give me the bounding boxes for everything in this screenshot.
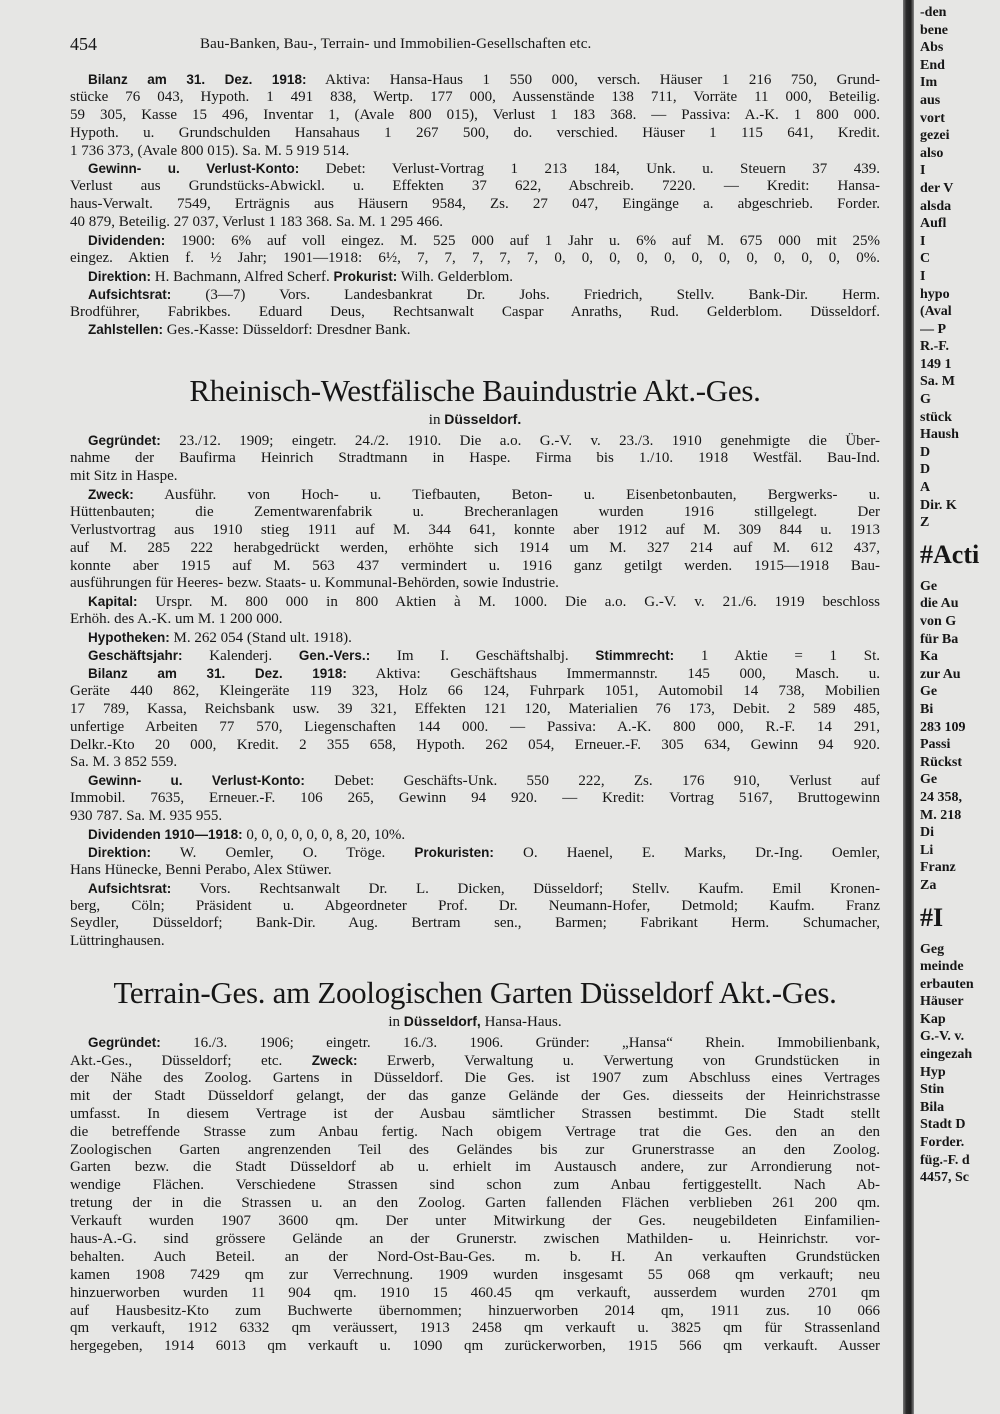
field-text: 59 305, Kasse 15 496, Inventar 1, (Avale 800 015), Verlust 1 183 368. — Passiva: A.-K. 1 800 000. <box>70 106 880 123</box>
field-text: Debet: Geschäfts-Unk. 550 222, Zs. 176 910, Verlust auf <box>334 773 880 790</box>
text-line <box>70 89 880 107</box>
field-label: Bilanz am 31. Dez. 1918: <box>88 665 347 681</box>
facing-page-fragment: bene <box>920 22 948 38</box>
field-text: Vors. Rechtsanwalt Dr. L. Dicken, Düsseldorf; Stellv. Kaufm. Emil Kronen- <box>199 880 880 897</box>
field-label: Geschäftsjahr: <box>88 648 183 664</box>
field-label: Kapital: <box>88 594 138 610</box>
facing-page-fragment: Ka <box>920 649 938 665</box>
field-text: Aktiva: Geschäftshaus Immermannstr. 145 000, Masch. u. <box>375 665 880 682</box>
field-text: wendige Flächen. Verschiedene Strassen sind schon zum Anbau fertiggestellt. Nach Ab- <box>70 1177 880 1194</box>
field-text: 16./3. 1906; eingetr. 16./3. 1906. Gründer: „Hansa“ Rhein. Immobilienbank, <box>193 1035 880 1052</box>
company-entry <box>70 373 880 951</box>
field-text: der Nähe des Zoolog. Gartens in Düsseldorf. Die Ges. ist 1907 zum Abschluss eines Vertrages <box>70 1069 880 1086</box>
entry-paragraph <box>70 321 880 339</box>
company-entry <box>70 71 880 339</box>
text-line <box>70 143 880 161</box>
field-label: Aufsichtsrat: <box>88 286 172 302</box>
text-line <box>70 286 880 304</box>
field-text: Sa. M. 3 852 559. <box>70 754 178 771</box>
text-line <box>70 701 880 719</box>
text-line <box>70 250 880 268</box>
field-label: Direktion: <box>88 268 152 284</box>
field-text: mit der Stadt Düsseldorf gelangt, der das ganze Gelände der Ges. diesseits der Heinrichstrasse <box>70 1087 880 1104</box>
field-text: Akt.-Ges., Düsseldorf; etc. <box>70 1053 312 1070</box>
field-text: Aktiva: Hansa-Haus 1 550 000, versch. Häuser 1 216 750, Grund- <box>325 72 880 88</box>
field-text: Lüttringhausen. <box>70 933 165 950</box>
field-text: nahme der Baufirma Heinrich Stradtmann in Haspe. Firma bis 1./10. 1918 Westfäl. Bau-Ind. <box>70 450 880 467</box>
location-prefix: in <box>428 412 441 429</box>
text-line <box>70 629 880 647</box>
facing-page-fragment: Im <box>920 75 938 91</box>
text-line <box>70 1320 880 1338</box>
field-text: Geräte 440 862, Kleingeräte 119 323, Holz 66 124, Fuhrpark 1051, Automobil 14 738, Mobilien <box>70 682 880 699</box>
text-line <box>70 1052 880 1070</box>
book-gutter <box>903 0 914 1414</box>
text-line <box>70 826 880 844</box>
facing-page-fragment: von G <box>920 614 957 629</box>
text-line <box>70 898 880 916</box>
page-number: 454 <box>70 34 97 54</box>
field-label: Zweck: <box>88 487 134 503</box>
facing-page-fragment: (Aval <box>920 304 952 320</box>
text-line <box>70 450 880 468</box>
field-text: 930 787. Sa. M. 935 955. <box>70 808 223 825</box>
entry-paragraph <box>70 486 880 593</box>
facing-page-fragment: Za <box>920 877 937 893</box>
facing-page-fragment: End <box>920 57 945 73</box>
facing-page-fragment: C <box>920 251 931 267</box>
text-line <box>70 844 880 862</box>
text-line <box>70 1088 880 1106</box>
field-label: Stimmrecht: <box>595 648 675 664</box>
field-text: Erhöh. des A.-K. um M. 1 200 000. <box>70 611 283 628</box>
text-line <box>70 1285 880 1303</box>
company-entry <box>70 975 880 1356</box>
text-line <box>70 1231 880 1249</box>
text-line <box>70 160 880 178</box>
field-label: Dividenden 1910—1918: <box>88 826 243 842</box>
facing-page-fragment: Passi <box>920 737 951 753</box>
text-line <box>70 125 880 143</box>
facing-page-fragment: Ge <box>920 578 938 594</box>
text-line <box>70 1124 880 1142</box>
entry-paragraph <box>70 160 880 232</box>
facing-page-fragment: Z <box>920 515 930 531</box>
text-line <box>70 304 880 322</box>
text-line <box>70 737 880 755</box>
text-line <box>70 178 880 196</box>
text-line <box>70 1338 880 1356</box>
field-text: eingez. Aktien f. ½ Jahr; 1901—1918: 6½, 7, 7, 7, 7, 7, 0, 0, 0, 0, 0, 0, 0, 0, 0, 0, 0, 0%. <box>70 249 880 266</box>
company-location <box>70 1011 880 1032</box>
field-text: Verkauft wurden 1907 3600 qm. Der unter Mitwirkung der Ges. neugebildeten Einfamilien- <box>70 1213 880 1230</box>
field-text: Hypoth. u. Grundschulden Hansahaus 1 267 500, do. verschied. Häuser 1 115 641, Kredit. <box>70 124 880 141</box>
text-line <box>70 1159 880 1177</box>
text-line <box>70 232 880 250</box>
entry-paragraph <box>70 1034 880 1356</box>
facing-page-fragment: Abs <box>920 40 944 56</box>
facing-page-fragment: I <box>920 233 926 249</box>
field-text: Ges.-Kasse: Düsseldorf: Dresdner Bank. <box>166 322 411 339</box>
field-text: tretung der in die Strassen u. an den Zoolog. Garten fallenden Flächen verblieben 261 200 qm. <box>70 1195 880 1212</box>
facing-page-fragment: Franz <box>920 860 956 876</box>
text-line <box>70 268 880 286</box>
facing-page-fragments <box>920 4 1000 1187</box>
text-line <box>70 71 880 89</box>
facing-page-fragment: Sa. M <box>920 374 955 390</box>
text-line <box>70 196 880 214</box>
facing-page-fragment: R.-F. <box>920 339 950 355</box>
field-text: (3—7) Vors. Landesbankrat Dr. Johs. Friedrich, Stellv. Bank-Dir. Herm. <box>205 286 880 303</box>
field-label: Prokurist: <box>333 268 398 284</box>
text-line <box>70 1213 880 1231</box>
main-column <box>70 71 880 1356</box>
text-line <box>70 754 880 772</box>
field-text: behalten. Auch Beteil. an der Nord-Ost-Bau-Ges. m. b. H. An verkauften Grundstücken <box>70 1248 880 1265</box>
field-text: Im I. Geschäftshalbj. <box>370 648 596 665</box>
field-text: hinzuerworben wurden 11 904 qm. 1910 15 460.45 qm verkauft, ausserdem wurden 2701 qm <box>70 1284 880 1301</box>
field-text: Verlust aus Grundstücks-Abwickl. u. Effekten 37 622, Abschreib. 7220. — Kredit: Hansa- <box>70 178 880 195</box>
facing-page-fragment: 4457, Sc <box>920 1170 969 1186</box>
field-text: stücke 76 043, Hypoth. 1 491 838, Wertp. 177 000, Aussenstände 138 711, Vorräte 11 000, Beteilig. <box>70 88 880 105</box>
field-label: Zweck: <box>311 1053 358 1069</box>
text-line <box>70 432 880 450</box>
text-line <box>70 665 880 683</box>
facing-page-fragment: — P <box>920 321 947 337</box>
facing-page-fragment: D <box>920 462 931 478</box>
text-line <box>70 214 880 232</box>
field-text: 17 789, Kassa, Reichsbank usw. 39 321, Effekten 121 120, Materialien 76 173, Debit. 2 589 485, <box>70 700 880 717</box>
facing-page-fragment: -den <box>920 5 947 20</box>
text-line <box>70 540 880 558</box>
field-text: qm verkauft, 1912 6332 qm veräussert, 1913 2458 qm verkauft u. 3825 qm für Strassenland <box>70 1320 880 1337</box>
entry-paragraph <box>70 665 880 772</box>
entry-paragraph <box>70 844 880 880</box>
text-line <box>70 1303 880 1321</box>
company-title: Rheinisch-Westfälische Bauindustrie Akt.-Ges. <box>189 373 761 409</box>
location-city: Düsseldorf. <box>444 411 522 428</box>
facing-page-heading-fragment: #Acti <box>920 539 980 569</box>
facing-page-fragment: hypo <box>920 286 950 302</box>
facing-page-fragment: stück <box>920 409 952 425</box>
field-label: Bilanz am 31. Dez. 1918: <box>88 72 307 87</box>
field-text: Zoologischen Garten angrenzenden Teil des Geländes bis zur Grunerstrasse an den Zoolog. <box>70 1141 880 1158</box>
field-text: 1 Aktie = 1 St. <box>674 648 880 665</box>
text-line <box>70 1267 880 1285</box>
text-line <box>70 321 880 339</box>
text-line <box>70 880 880 898</box>
text-line <box>70 647 880 665</box>
field-text: 40 879, Beteilig. 27 037, Verlust 1 183 368. Sa. M. 1 295 466. <box>70 214 444 231</box>
facing-page-fragment: zur Au <box>920 666 961 682</box>
facing-page-fragment: erbauten <box>920 976 974 992</box>
field-text: W. Oemler, O. Tröge. <box>179 844 415 861</box>
text-line <box>70 862 880 880</box>
field-text: 0, 0, 0, 0, 0, 0, 8, 20, 10%. <box>246 826 406 843</box>
text-line <box>70 1195 880 1213</box>
field-text: mit Sitz in Haspe. <box>70 468 178 485</box>
facing-page-fragment: für Ba <box>920 631 959 647</box>
facing-page-fragment: Di <box>920 825 934 841</box>
text-line <box>70 808 880 826</box>
facing-page-fragment: Ge <box>920 684 938 700</box>
facing-page-fragment: der V <box>920 180 954 196</box>
text-line <box>70 1070 880 1088</box>
location-address: Hansa-Haus. <box>484 1014 562 1031</box>
facing-page-heading-fragment: #I <box>920 902 944 932</box>
field-text: 1 736 373, (Avale 800 015). Sa. M. 5 919 514. <box>70 142 350 159</box>
entry-paragraph <box>70 880 880 952</box>
field-text: M. 262 054 (Stand ult. 1918). <box>173 630 352 647</box>
field-label: Prokuristen: <box>414 844 494 860</box>
facing-page-fragment: gezei <box>920 128 950 144</box>
facing-page-fragment: die Au <box>920 596 959 612</box>
entry-paragraph <box>70 432 880 486</box>
facing-page-fragment: D <box>920 444 931 460</box>
text-line <box>70 611 880 629</box>
text-line <box>70 558 880 576</box>
field-text: kamen 1908 7429 qm zur Verrechnung. 1909 wurden insgesamt 55 068 qm verkauft; neu <box>70 1266 880 1283</box>
text-line <box>70 522 880 540</box>
field-text: Kalenderj. <box>209 648 299 665</box>
field-label: Gegründet: <box>88 1035 161 1051</box>
facing-page-fragment: G.-V. v. <box>920 1029 965 1045</box>
entry-paragraph <box>70 593 880 629</box>
field-label: Dividenden: <box>88 233 166 249</box>
facing-page-fragment: aus <box>920 92 941 108</box>
facing-page-fragment: Ge <box>920 772 938 788</box>
text-line <box>70 719 880 737</box>
running-title: Bau-Banken, Bau-, Terrain- und Immobilien-Gesellschaften etc. <box>200 36 592 52</box>
facing-page-fragment: 283 109 <box>920 719 966 735</box>
text-line <box>70 915 880 933</box>
field-text: umfasst. In diesem Vertrage ist der Ausbau sämtlicher Strassen bestimmt. Die Stadt stellt <box>70 1105 880 1122</box>
facing-page-fragment: also <box>920 145 944 161</box>
text-line <box>70 1034 880 1052</box>
facing-page-fragment: Bi <box>920 701 934 717</box>
text-line <box>70 593 880 611</box>
entry-paragraph <box>70 826 880 844</box>
facing-page-fragment: alsda <box>920 198 952 214</box>
entry-paragraph <box>70 268 880 286</box>
text-line <box>70 1142 880 1160</box>
field-text: Immobil. 7635, Erneuer.-F. 106 265, Gewinn 94 920. — Kredit: Vortrag 5167, Bruttogewinn <box>70 790 880 807</box>
field-label: Hypotheken: <box>88 630 170 646</box>
text-line <box>70 772 880 790</box>
facing-page-fragment: eingezah <box>920 1047 973 1063</box>
field-text: Hüttenbauten; die Zementwarenfabrik u. Brecheranlagen wurden 1916 stillgelegt. Der <box>70 503 880 520</box>
field-label: Gegründet: <box>88 433 161 449</box>
field-text: Brodführer, Fabrikbes. Eduard Deus, Rechtsanwalt Caspar Anraths, Rud. Gelderblom. Düsseldorf. <box>70 303 880 320</box>
entry-paragraph <box>70 232 880 268</box>
field-label: Direktion: <box>88 844 152 860</box>
entry-paragraph <box>70 286 880 322</box>
facing-page-fragment: G <box>920 392 931 408</box>
field-text: Wilh. Gelderblom. <box>397 268 514 285</box>
facing-page-fragment: A <box>920 480 931 496</box>
entry-paragraph <box>70 71 880 160</box>
field-text: ausführungen für Heeres- bezw. Staats- u. Kommunal-Behörden, sowie Industrie. <box>70 575 559 592</box>
field-text: berg, Cöln; Präsident u. Abgeordneter Prof. Dr. Neumann-Hofer, Detmold; Kaufm. Franz <box>70 897 880 914</box>
field-text: haus-Verwalt. 7549, Erträgnis aus Häusern 9584, Zs. 27 047, Eingänge a. abgeschrieb. Forder. <box>70 196 880 213</box>
company-location <box>70 409 880 430</box>
text-line <box>70 107 880 125</box>
facing-page-fragment: füg.-F. d <box>920 1152 970 1168</box>
field-text: Debet: Verlust-Vortrag 1 213 184, Unk. u. Steuern 37 439. <box>325 161 880 178</box>
field-text: Seydler, Düsseldorf; Bank-Dir. Aug. Bertram sen., Barmen; Fabrikant Herm. Schumacher, <box>70 915 880 932</box>
company-title: Terrain-Ges. am Zoologischen Garten Düsseldorf Akt.-Ges. <box>113 975 837 1011</box>
field-label: Zahlstellen: <box>88 322 164 338</box>
text-line <box>70 790 880 808</box>
text-line <box>70 575 880 593</box>
field-text: 23./12. 1909; eingetr. 24./2. 1910. Die a.o. G.-V. v. 23./3. 1910 genehmigte die Über- <box>179 433 880 450</box>
entry-paragraph <box>70 629 880 647</box>
field-label: Gewinn- u. Verlust-Konto: <box>88 773 305 789</box>
field-text: auf M. 285 222 herabgedrückt werden, erhöhte sich 1914 um M. 327 214 auf M. 612 437, <box>70 539 880 556</box>
facing-page-fragment: Aufl <box>920 216 947 232</box>
field-text: Ausführ. von Hoch- u. Tiefbauten, Beton- u. Eisenbetonbauten, Bergwerks- u. <box>164 487 880 504</box>
field-text: Verlustvortrag aus 1910 stieg 1911 auf M. 344 641, konnte aber 1912 auf M. 309 844 u. 1913 <box>70 521 880 538</box>
field-text: Garten bezw. die Stadt Düsseldorf ab u. erhielt im Austausch andere, zur Arrondierung not- <box>70 1159 880 1176</box>
facing-page-fragment: I <box>920 163 926 179</box>
field-text: haus-A.-G. sind grössere Gelände an der Grunerstr. zwischen Mathilden- u. Heinrichstr. vor- <box>70 1230 880 1247</box>
field-text: unfertige Arbeiten 77 570, Liegenschaften 144 000. — Passiva: A.-K. 800 000, R.-F. 14 291, <box>70 718 880 735</box>
entry-paragraph <box>70 647 880 665</box>
facing-page-fragment: Dir. K <box>920 497 957 513</box>
location-city: Düsseldorf, <box>403 1013 481 1030</box>
text-line <box>70 933 880 951</box>
entry-paragraph <box>70 772 880 826</box>
facing-page-fragment: Forder. <box>920 1135 965 1151</box>
facing-page-fragment: I <box>920 268 926 284</box>
text-line <box>70 486 880 504</box>
facing-page-fragment: 149 1 <box>920 356 952 372</box>
field-text: O. Haenel, E. Marks, Dr.-Ing. Oemler, <box>493 844 880 861</box>
facing-page-fragment: Haush <box>920 427 959 443</box>
field-text: 1900: 6% auf voll eingez. M. 525 000 auf 1 Jahr u. 6% auf M. 675 000 mit 25% <box>181 233 880 250</box>
facing-page-fragment: Stin <box>920 1082 945 1098</box>
field-text: Delkr.-Kto 20 000, Kredit. 2 355 658, Hypoth. 262 054, Erneuer.-F. 305 634, Gewinn 94 920. <box>70 736 880 753</box>
facing-page-fragment: Häuser <box>920 994 964 1010</box>
facing-page-fragment: Geg <box>920 941 945 957</box>
facing-page-fragment: Bila <box>920 1099 945 1115</box>
facing-page-fragment: Stadt D <box>920 1117 966 1133</box>
field-text: Urspr. M. 800 000 in 800 Aktien à M. 1000. Die a.o. G.-V. v. 21./6. 1919 beschloss <box>155 594 880 611</box>
facing-page-fragment: 24 358, <box>920 789 962 805</box>
field-label: Gewinn- u. Verlust-Konto: <box>88 161 300 177</box>
text-line <box>70 1106 880 1124</box>
location-prefix: in <box>388 1014 401 1031</box>
field-text: hergegeben, 1914 6013 qm verkauft u. 1090 qm zurückerworben, 1915 566 qm verkauft. Ausser <box>70 1338 880 1355</box>
facing-page-fragment: M. 218 <box>920 807 962 823</box>
field-text: H. Bachmann, Alfred Scherf. <box>154 268 334 285</box>
text-line <box>70 504 880 522</box>
field-text: Hans Hünecke, Benni Perabo, Alex Stüwer. <box>70 861 332 878</box>
facing-page-fragment: Rückst <box>920 754 963 770</box>
field-text: Erwerb, Verwaltung u. Verwertung von Grundstücken in <box>357 1053 880 1070</box>
facing-page-fragment: vort <box>920 110 945 126</box>
field-text: auf Hausbesitz-Kto zum Buchwerte übernommen; hinzuerworben 2014 qm, 1911 zus. 10 066 <box>70 1302 880 1319</box>
facing-page-fragment: meinde <box>920 959 964 975</box>
facing-page-fragment: Kap <box>920 1011 946 1027</box>
text-line <box>70 683 880 701</box>
page-header <box>70 34 880 56</box>
facing-page-fragment: Hyp <box>920 1064 946 1080</box>
text-line <box>70 1177 880 1195</box>
facing-page-fragment: Li <box>920 842 934 858</box>
field-text: die betreffende Strasse zum Anbau fertig. Nach obigem Vertrage trat die Ges. den an den <box>70 1123 880 1140</box>
field-text: konnte aber 1915 auf M. 563 437 vermindert u. 1916 ganz getilgt werden. 1915—1918 Bau- <box>70 557 880 574</box>
text-line <box>70 468 880 486</box>
field-label: Aufsichtsrat: <box>88 880 172 896</box>
text-line <box>70 1249 880 1267</box>
field-label: Gen.-Vers.: <box>298 648 371 664</box>
